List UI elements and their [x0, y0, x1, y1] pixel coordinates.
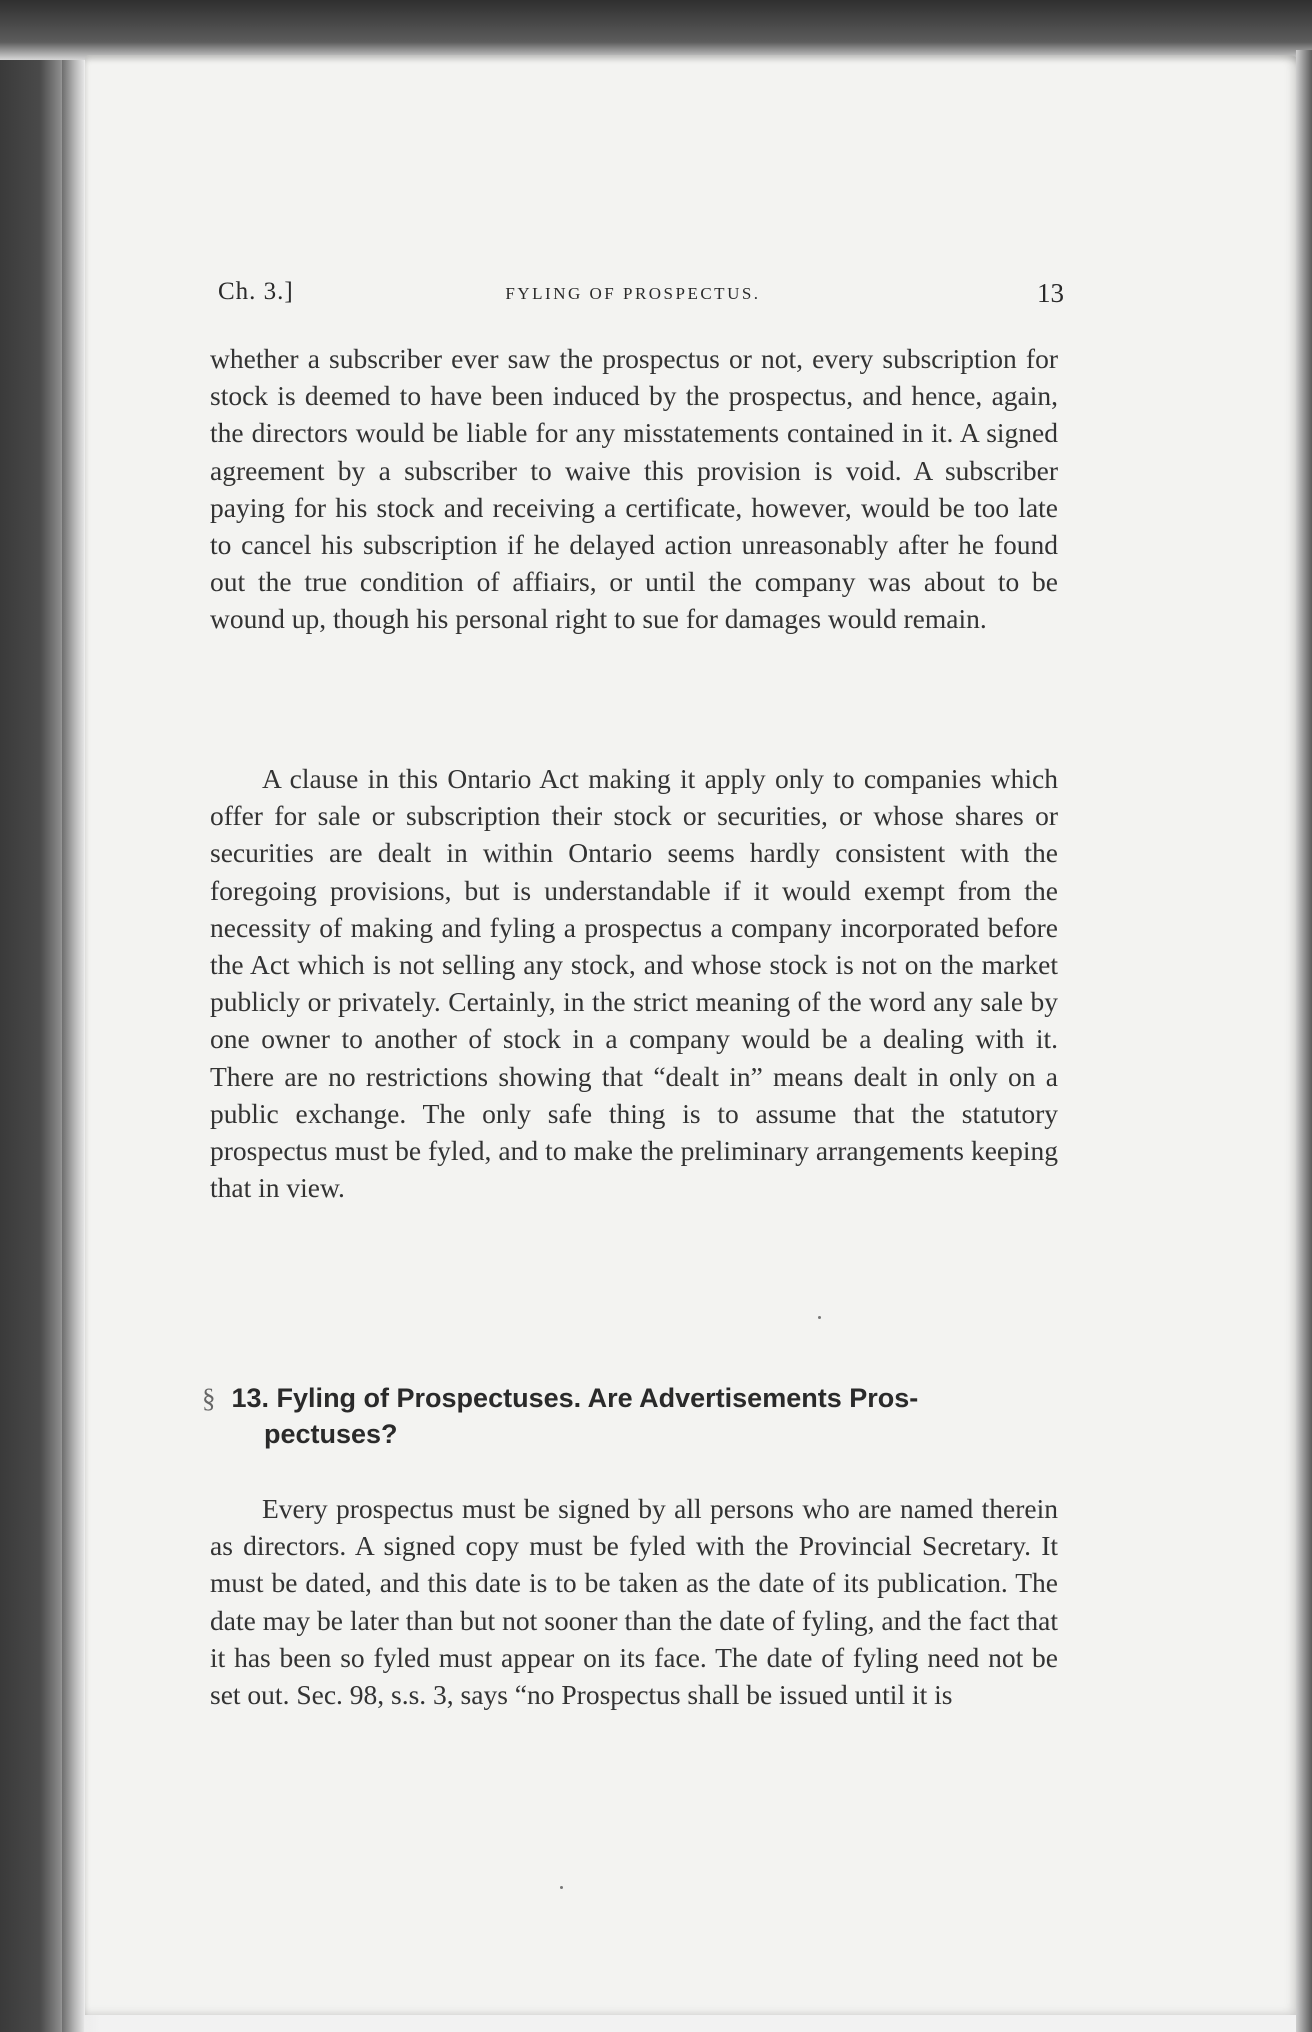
section-mark: §	[202, 1383, 216, 1413]
paragraph-ontario-act	[210, 760, 1058, 1206]
paragraph-every-prospectus	[210, 1490, 1058, 1713]
scan-speck	[560, 1886, 563, 1889]
scan-top-edge	[0, 0, 1312, 60]
running-title: FYLING OF PROSPECTUS.	[505, 284, 761, 303]
scan-speck	[818, 1316, 821, 1319]
book-spine	[62, 60, 84, 2032]
section-heading	[202, 1380, 1062, 1452]
section-heading-line1: 13. Fyling of Prospectuses. Are Advertisements Pros-	[231, 1383, 919, 1413]
page-number: 13	[1037, 278, 1064, 308]
paragraph-continued	[210, 340, 1058, 638]
chapter-label: Ch. 3.]	[218, 278, 294, 305]
section-heading-line2: pectuses?	[264, 1419, 398, 1449]
paragraph-text: Every prospectus must be signed by all persons who are named therein as directors. A signed copy must be fyled with the Provincial Secretary. It must be dated, and this date is to be taken as the date of its publication. The date may be later than but not sooner than the date of fyling, and the fact that it has been so fyled must appear on its face. The date of fyling need not be set out. Sec. 98, s.s. 3, says “no Prospectus shall be issued until it is	[210, 1493, 1058, 1711]
paragraph-text: A clause in this Ontario Act making it apply only to companies which offer for sale or subscription their stock or securities, or whose shares or securities are dealt in within Ontario seems hardly consistent with the foregoing provisions, but is understandable if it would exempt from the necessity of making and fyling a prospectus a company incorporated before the Act which is not selling any stock, and whose stock is not on the market publicly or privately. Certainly, in the strict meaning of the word any sale by one owner to another of stock in a company would be a dealing with it. There are no restrictions showing that “dealt in” means dealt in only on a public exchange. The only safe thing is to assume that the statutory prospectus must be fyled, and to make the preliminary arrangements keeping that in view.	[210, 763, 1058, 1204]
paragraph-text: whether a subscriber ever saw the prospectus or not, every subscription for stock is deemed to have been induced by the prospectus, and hence, again, the directors would be liable for any misstatements contained in it. A signed agreement by a subscriber to waive this provision is void. A subscriber paying for his stock and receiving a certificate, however, would be too late to cancel his subscription if he delayed action unreasonably after he found out the true condition of affiairs, or until the company was about to be wound up, though his personal right to sue for damages would remain.	[210, 343, 1058, 635]
running-head	[218, 278, 1064, 318]
scan-right-edge	[1296, 50, 1312, 2032]
